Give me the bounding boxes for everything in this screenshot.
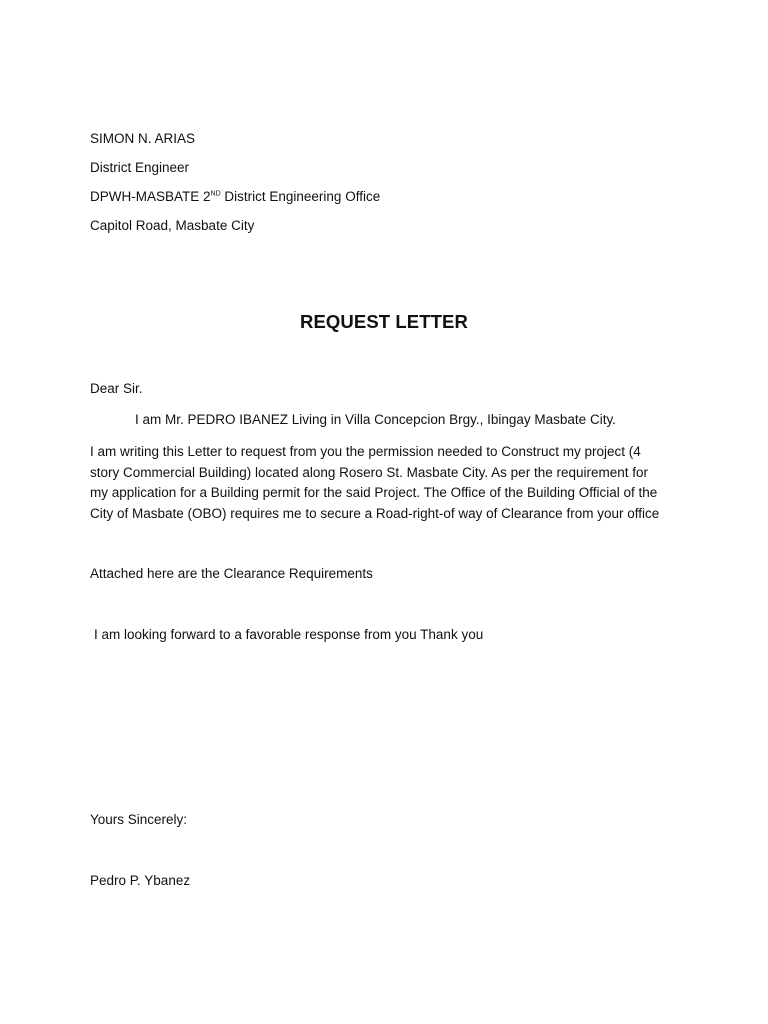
body-paragraph <box>90 442 690 524</box>
closing-line: I am looking forward to a favorable response from you Thank you <box>94 627 484 642</box>
intro-paragraph: I am Mr. PEDRO IBANEZ Living in Villa Concepcion Brgy., Ibingay Masbate City. <box>135 412 616 427</box>
salutation: Dear Sir. <box>90 381 143 396</box>
sign-off: Yours Sincerely: <box>90 812 188 827</box>
recipient-office-ordinal: ND <box>210 190 221 198</box>
attachment-note: Attached here are the Clearance Requirements <box>90 566 373 581</box>
letter-title: REQUEST LETTER <box>300 311 468 332</box>
signature-name: Pedro P. Ybanez <box>90 873 191 888</box>
recipient-address: Capitol Road, Masbate City <box>90 218 255 233</box>
recipient-name: SIMON N. ARIAS <box>90 131 196 146</box>
recipient-office-suffix: District Engineering Office <box>220 189 381 204</box>
body-line: my application for a Building permit for the said Project. The Office of the Building Official of the <box>90 485 658 501</box>
body-line: story Commercial Building) located along Rosero St. Masbate City. As per the requirement for <box>90 464 648 480</box>
recipient-office-prefix: DPWH-MASBATE 2 <box>90 189 211 204</box>
recipient-office <box>90 188 380 206</box>
body-line: I am writing this Letter to request from you the permission needed to Construct my project (4 <box>90 444 641 459</box>
body-line: City of Masbate (OBO) requires me to secure a Road-right-of way of Clearance from your office <box>90 505 660 521</box>
recipient-position: District Engineer <box>90 160 190 175</box>
